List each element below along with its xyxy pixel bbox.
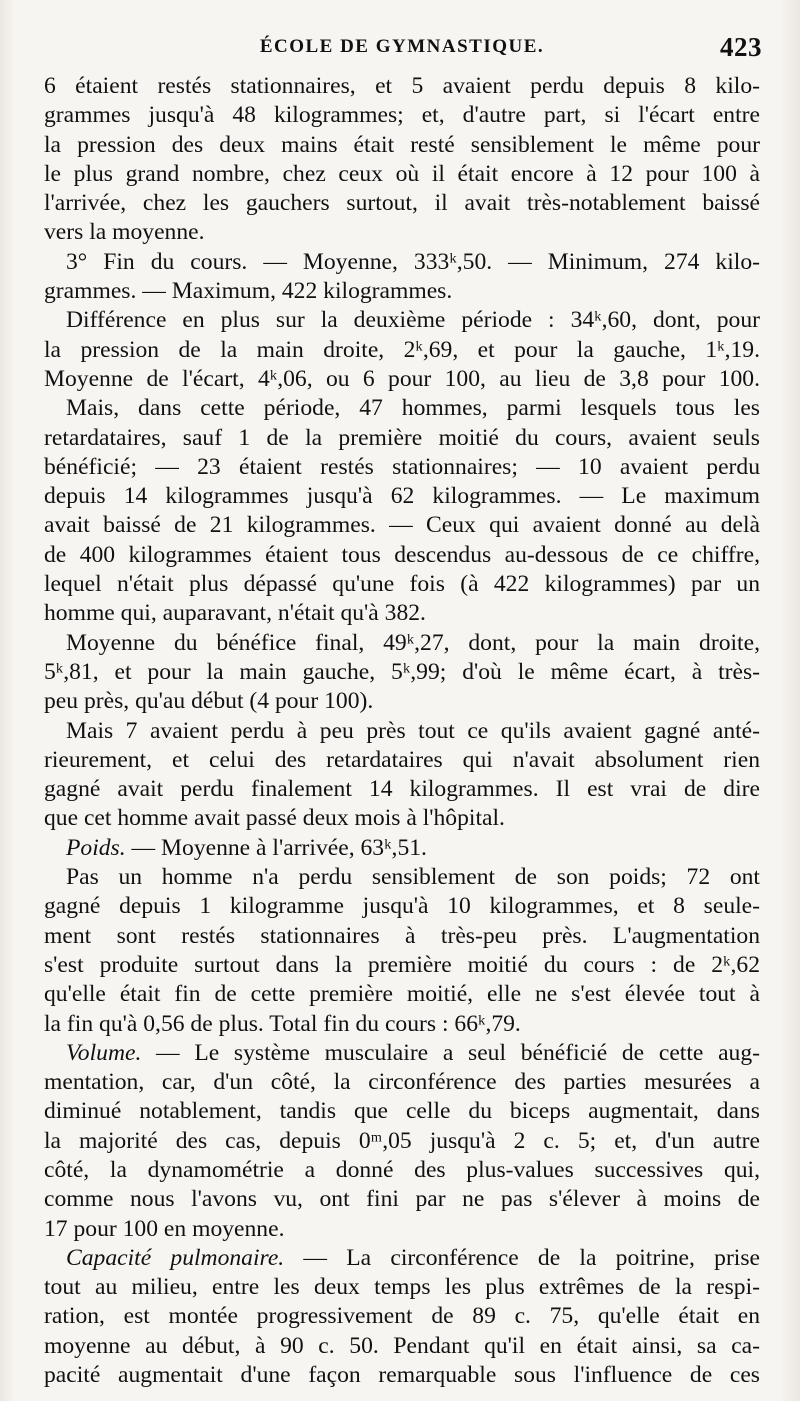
text-line: gagné avait perdu finalement 14 kilogrammes. Il est vrai de dire: [44, 776, 760, 803]
text-line: grammes jusqu'à 48 kilogrammes; et, d'autre part, si l'écart entre: [44, 102, 760, 129]
section-heading: Volume.: [66, 1039, 142, 1066]
text-line: Moyenne du bénéfice final, 49ᵏ,27, dont, pour la main droite,: [66, 629, 760, 656]
text-line: avait baissé de 21 kilogrammes. — Ceux qui avaient donné au delà: [44, 512, 760, 539]
text-line: lequel n'était plus dépassé qu'une fois (à 422 kilogrammes) par un: [44, 571, 760, 598]
text-line: s'est produite surtout dans la première moitié du cours : de 2ᵏ,62: [44, 951, 760, 978]
text-line: ment sont restés stationnaires à très-peu près. L'augmentation: [44, 922, 760, 949]
section-heading: Poids.: [66, 834, 126, 861]
text-line: Mais 7 avaient perdu à peu près tout ce qu'ils avaient gagné anté-: [66, 717, 760, 744]
text-line: tout au milieu, entre les deux temps les plus extrêmes de la respi-: [44, 1274, 760, 1301]
body-text: [44, 72, 760, 1390]
page-header: [44, 22, 760, 72]
text-line: l'arrivée, chez les gauchers surtout, il avait très-notablement baissé: [44, 190, 760, 217]
text-line: ration, est montée progressivement de 89 c. 75, qu'elle était en: [44, 1303, 760, 1330]
text-line: de 400 kilogrammes étaient tous descendus au-dessous de ce chiffre,: [44, 541, 760, 568]
text-line: 5ᵏ,81, et pour la main gauche, 5ᵏ,99; d'où le même écart, à très-: [44, 658, 760, 685]
text-line: la pression de la main droite, 2ᵏ,69, et pour la gauche, 1ᵏ,19.: [44, 336, 760, 363]
text-line: mentation, car, d'un côté, la circonférence des parties mesurées a: [44, 1069, 760, 1096]
text-line: comme nous l'avons vu, ont fini par ne pas s'élever à moins de: [44, 1186, 760, 1213]
text-line: peu près, qu'au début (4 pour 100).: [44, 688, 374, 715]
text-line: gagné depuis 1 kilogramme jusqu'à 10 kilogrammes, et 8 seule-: [44, 893, 760, 920]
text-line: Poids. — Moyenne à l'arrivée, 63ᵏ,51.: [66, 834, 427, 861]
text-line: homme qui, auparavant, n'était qu'à 382.: [44, 600, 426, 627]
text-line: 6 étaient restés stationnaires, et 5 avaient perdu depuis 8 kilo-: [44, 73, 760, 99]
text-line: rieurement, et celui des retardataires qui n'avait absolument rien: [44, 746, 760, 773]
text-line: pacité augmentait d'une façon remarquable sous l'influence de ces: [44, 1362, 760, 1389]
text-line: depuis 14 kilogrammes jusqu'à 62 kilogrammes. — Le maximum: [44, 483, 760, 510]
text-line: qu'elle était fin de cette première moitié, elle ne s'est élevée tout à: [44, 981, 760, 1008]
text-line: Mais, dans cette période, 47 hommes, parmi lesquels tous les: [66, 395, 760, 422]
text-line: bénéficié; — 23 étaient restés stationnaires; — 10 avaient perdu: [44, 453, 760, 480]
text-line: côté, la dynamométrie a donné des plus-values successives qui,: [44, 1156, 760, 1183]
text-line: la majorité des cas, depuis 0ᵐ,05 jusqu'à 2 c. 5; et, d'un autre: [44, 1127, 760, 1154]
section-heading: Capacité pulmonaire.: [66, 1244, 285, 1271]
text-line: retardataires, sauf 1 de la première moitié du cours, avaient seuls: [44, 424, 760, 451]
text-line: diminué notablement, tandis que celle du biceps augmentait, dans: [44, 1098, 760, 1125]
text-line: grammes. — Maximum, 422 kilogrammes.: [44, 278, 453, 305]
text-line: vers la moyenne.: [44, 219, 205, 246]
text-line: Moyenne de l'écart, 4ᵏ,06, ou 6 pour 100, au lieu de 3,8 pour 100.: [44, 365, 760, 392]
page-number: 423: [720, 32, 762, 62]
text-line: la pression des deux mains était resté sensiblement le même pour: [44, 131, 760, 158]
text-line: 17 pour 100 en moyenne.: [44, 1215, 285, 1242]
text-line: 3° Fin du cours. — Moyenne, 333ᵏ,50. — Minimum, 274 kilo-: [66, 248, 760, 275]
text-line: moyenne au début, à 90 c. 50. Pendant qu'il en était ainsi, sa ca-: [44, 1332, 760, 1359]
text-line: Volume. — Le système musculaire a seul bénéficié de cette aug-: [66, 1039, 760, 1066]
text-line: la fin qu'à 0,56 de plus. Total fin du cours : 66ᵏ,79.: [44, 1010, 521, 1037]
running-title: ÉCOLE DE GYMNASTIQUE.: [259, 36, 545, 57]
text-line: Différence en plus sur la deuxième période : 34ᵏ,60, dont, pour: [66, 307, 760, 334]
text-line: Pas un homme n'a perdu sensiblement de son poids; 72 ont: [66, 864, 760, 891]
text-line: Capacité pulmonaire. — La circonférence de la poitrine, prise: [66, 1244, 760, 1271]
text-line: le plus grand nombre, chez ceux où il était encore à 12 pour 100 à: [44, 160, 760, 187]
text-line: que cet homme avait passé deux mois à l'hôpital.: [44, 805, 505, 832]
